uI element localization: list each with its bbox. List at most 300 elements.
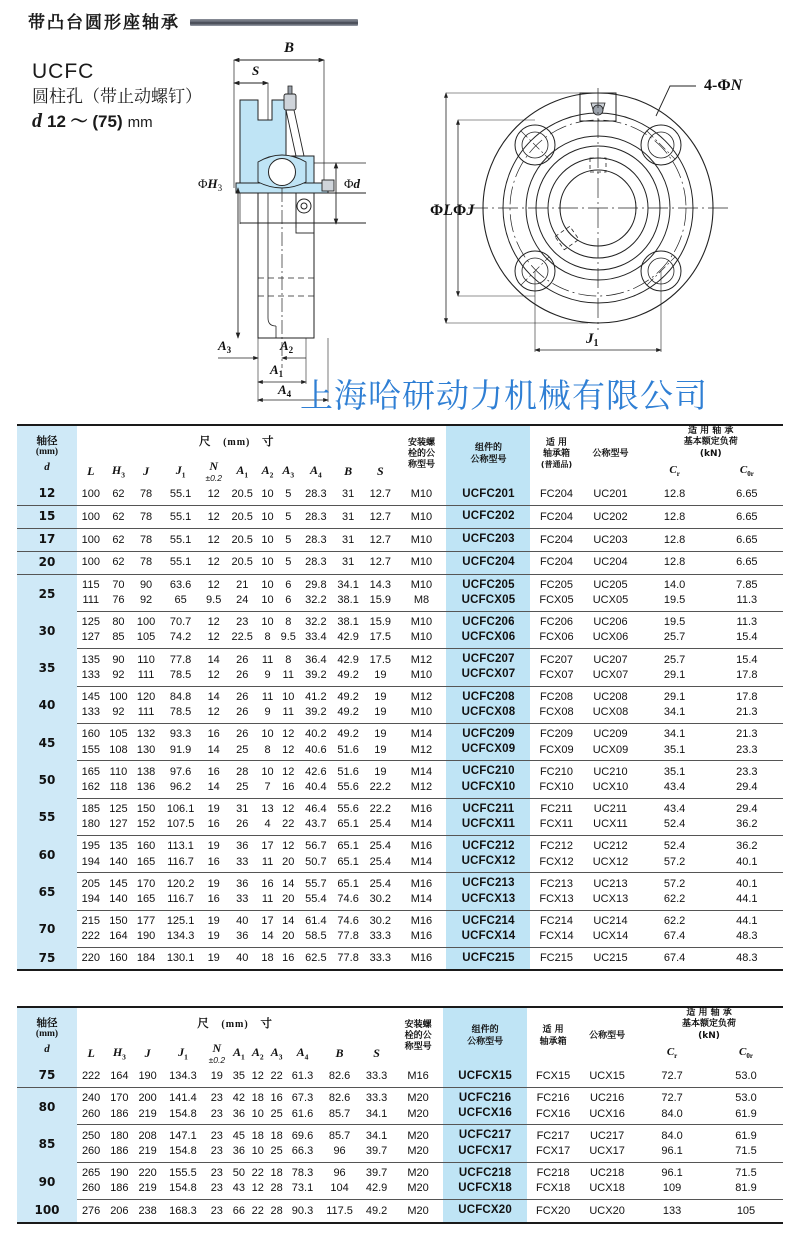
cell-load-cr: 43.4	[663, 803, 686, 816]
cell-assembly-model: UCFC204	[446, 551, 530, 574]
cell-bearing-model: UC204	[582, 551, 638, 574]
table-row	[17, 667, 783, 686]
cell-dimension: 16	[282, 952, 295, 965]
cell-dimension: 10	[248, 1144, 267, 1163]
cell-dimension: 20	[277, 854, 300, 873]
cell-dimension: 165	[132, 892, 160, 911]
cell-load-cr: 19.5	[663, 616, 686, 629]
cell-dimension: 35	[230, 1065, 249, 1087]
cell-bolt-size: M10	[410, 578, 433, 591]
cell-dimension: 194	[77, 854, 105, 873]
cell-dimension: 105	[109, 728, 128, 741]
cell-dimension: 40	[236, 915, 249, 928]
cell-dimension: 12	[201, 630, 226, 649]
cell-dimension: 4	[258, 817, 276, 836]
cell-dimension: 12	[282, 765, 295, 778]
cell-dimension: 30.2	[364, 892, 396, 911]
cell-assembly-model: UCFCX10	[446, 780, 530, 799]
cell-dimension: 36	[236, 877, 249, 890]
cell-bearing-model: UCX18	[579, 1181, 635, 1200]
cell-housing-model: FCX08	[530, 705, 582, 724]
cell-dimension: 91.9	[160, 742, 201, 761]
table-row	[17, 506, 783, 529]
cell-dimension: 9.5	[277, 630, 300, 649]
cell-dimension: 50	[232, 1167, 246, 1180]
table-row	[17, 1125, 783, 1144]
table-row	[17, 780, 783, 799]
cell-dimension: 26	[236, 728, 249, 741]
cell-dimension: 92	[132, 593, 160, 612]
cell-dimension: 116.7	[160, 892, 201, 911]
cell-load-cor: 7.85	[736, 578, 758, 591]
cell-housing-model: FC218	[536, 1167, 570, 1180]
cell-dimension: 10	[258, 593, 276, 612]
cell-assembly-model: UCFC205	[446, 574, 530, 593]
th2-bearing-model: 公称型号	[589, 1031, 626, 1042]
cell-dimension: 12.7	[364, 483, 396, 505]
cell-shaft-diameter: 75	[17, 948, 77, 971]
th2-dim-J: J	[144, 1045, 151, 1060]
cell-dimension: 14	[201, 780, 226, 799]
cell-dimension: 77.8	[169, 653, 192, 666]
cell-dimension: 66.3	[286, 1144, 319, 1163]
cell-dimension: 33.4	[300, 630, 332, 649]
cell-dimension: 84.8	[169, 690, 192, 703]
cell-dimension: 132	[136, 728, 156, 741]
cell-dimension: 15.9	[369, 616, 392, 629]
cell-dimension: 190	[132, 929, 160, 948]
cell-load-cr: 25.7	[663, 653, 686, 666]
cell-load-cor: 105	[736, 1204, 756, 1217]
cell-load-cr: 35.1	[663, 765, 686, 778]
cell-dimension: 25	[267, 1144, 286, 1163]
cell-dimension: 65.1	[332, 817, 364, 836]
cell-dimension: 22	[267, 1065, 286, 1087]
cell-dimension: 13	[261, 803, 274, 816]
cell-shaft-diameter: 15	[17, 506, 77, 529]
cell-bearing-model: UCX14	[582, 929, 638, 948]
cell-dimension: 78.5	[160, 705, 201, 724]
cell-dimension: 186	[105, 1144, 133, 1163]
cell-dimension: 18	[251, 1092, 264, 1105]
table-row	[17, 948, 783, 971]
cell-dimension: 49.2	[365, 1204, 388, 1217]
cell-dimension: 12	[201, 483, 226, 505]
cell-housing-model: FC209	[539, 728, 573, 741]
cell-load-cor: 6.65	[711, 506, 783, 529]
table-row	[17, 1162, 783, 1181]
cell-dimension: 120.2	[166, 877, 195, 890]
cell-dimension: 219	[134, 1181, 162, 1200]
cell-dimension: 108	[105, 742, 133, 761]
cell-dimension: 12.7	[364, 528, 396, 551]
cell-dimension: 250	[81, 1129, 101, 1142]
cell-dimension: 8	[285, 616, 292, 629]
cell-dimension: 34.1	[360, 1106, 393, 1125]
cell-bearing-model: UCX13	[582, 892, 638, 911]
th2-dimensions-group: 尺 (mm) 寸	[197, 1018, 273, 1031]
cell-shaft-diameter: 25	[17, 574, 77, 611]
cell-shaft-diameter: 65	[17, 873, 77, 910]
th2-housing-model: 适 用 轴承箱	[539, 1025, 567, 1047]
th2-load-cr: $C_r$	[666, 1046, 678, 1061]
cell-dimension: 134.3	[160, 929, 201, 948]
cell-dimension: 50.7	[300, 854, 332, 873]
cell-dimension: 219	[134, 1144, 162, 1163]
table-row	[17, 1181, 783, 1200]
cell-dimension: 238	[138, 1204, 157, 1217]
cell-assembly-model: UCFCX15	[443, 1065, 527, 1087]
cell-bolt-size: M16	[410, 840, 433, 853]
cell-dimension: 16	[207, 728, 220, 741]
cell-load-cr: 67.4	[663, 952, 686, 965]
th-bolt-size: 安装螺 栓的公 称型号	[407, 437, 435, 471]
page-header	[28, 8, 358, 33]
cell-dimension: 185	[81, 803, 100, 816]
cell-dimension: 19	[364, 705, 396, 724]
th2-dim-A1: $A_1$	[233, 1044, 245, 1061]
cell-load-cr: 43.4	[638, 780, 710, 799]
cell-load-cr: 57.2	[638, 854, 710, 873]
cell-assembly-model: UCFC210	[446, 761, 530, 780]
cell-dimension: 21	[236, 578, 249, 591]
cell-housing-model: FCX10	[530, 780, 582, 799]
cell-dimension: 222	[77, 1065, 105, 1087]
cell-dimension: 55.7	[305, 877, 327, 890]
th-dim-L: L	[87, 463, 95, 478]
cell-dimension: 55.1	[160, 483, 201, 505]
cell-bolt-size: M16	[396, 929, 446, 948]
cell-dimension: 40	[236, 952, 249, 965]
th-dim-N: N ±0.2	[205, 458, 222, 483]
cell-load-cor: 17.8	[711, 667, 783, 686]
cell-dimension: 12	[248, 1181, 267, 1200]
cell-load-cor: 11.3	[736, 616, 758, 629]
cell-dimension: 12	[201, 506, 226, 529]
cell-dimension: 165	[81, 765, 100, 778]
cell-dimension: 78.3	[291, 1167, 314, 1180]
cell-load-cor: 15.4	[736, 653, 758, 666]
cell-dimension: 73.1	[286, 1181, 319, 1200]
cell-assembly-model: UCFC211	[446, 798, 530, 817]
cell-dimension: 43.7	[300, 817, 332, 836]
series-label: UCFC	[32, 60, 95, 83]
spec-table-2-head	[17, 1007, 783, 1065]
cell-dimension: 10	[261, 578, 274, 591]
cell-load-cor: 44.1	[736, 915, 758, 928]
cell-dimension: 32.2	[300, 593, 332, 612]
cell-assembly-model: UCFCX11	[446, 817, 530, 836]
table-row	[17, 798, 783, 817]
cell-dimension: 140	[105, 854, 133, 873]
cell-housing-model: FC215	[539, 952, 573, 965]
bore-range-unit: mm	[127, 114, 153, 132]
cell-load-cr: 62.2	[638, 892, 710, 911]
cell-bearing-model: UC205	[593, 578, 628, 591]
cell-shaft-diameter: 50	[17, 761, 77, 798]
cell-dimension: 111	[132, 705, 160, 724]
cell-load-cor: 81.9	[709, 1181, 783, 1200]
th2-dim-A4: $A_4$	[296, 1044, 309, 1061]
cell-dimension: 18	[270, 1167, 283, 1180]
cell-dimension: 12	[201, 705, 226, 724]
cell-assembly-model: UCFCX08	[446, 705, 530, 724]
cell-load-cr: 133	[662, 1204, 682, 1217]
cell-dimension: 100	[109, 690, 128, 703]
cell-dimension: 186	[105, 1181, 133, 1200]
table-row	[17, 483, 783, 505]
cell-dimension: 14	[201, 742, 226, 761]
cell-dimension: 90.3	[291, 1204, 314, 1217]
cell-load-cor: 53.0	[709, 1065, 783, 1087]
cell-dimension: 135	[109, 840, 128, 853]
cell-dimension: 62	[105, 483, 133, 505]
cell-dimension: 10	[248, 1106, 267, 1125]
th2-shaft-diameter: 轴径 (mm) d	[17, 1007, 77, 1065]
cell-bearing-model: UCX15	[579, 1065, 635, 1087]
cell-dimension: 74.6	[337, 915, 359, 928]
cell-load-cr: 57.2	[663, 877, 686, 890]
cell-dimension: 26	[236, 653, 249, 666]
cell-dimension: 96	[319, 1144, 360, 1163]
cell-bolt-size: M8	[396, 593, 446, 612]
cell-dimension: 194	[77, 892, 105, 911]
cell-dimension: 96	[333, 1167, 346, 1180]
cell-housing-model: FC213	[539, 877, 573, 890]
cell-dimension: 63.6	[169, 578, 192, 591]
cell-dimension: 74.6	[332, 892, 364, 911]
cell-dimension: 33.3	[360, 1065, 393, 1087]
cell-load-cr: 19.5	[638, 593, 710, 612]
cell-shaft-diameter: 85	[17, 1125, 77, 1162]
table-row	[17, 742, 783, 761]
d-symbol: d	[32, 110, 42, 133]
cell-bearing-model: UC216	[589, 1092, 625, 1105]
cell-dimension: 19	[207, 877, 220, 890]
cell-dimension: 23	[210, 1204, 223, 1217]
cell-dimension: 12	[282, 728, 295, 741]
cell-shaft-diameter: 75	[17, 1065, 77, 1087]
cell-load-cr: 29.1	[663, 690, 686, 703]
cell-housing-model: FC206	[539, 616, 573, 629]
th-dim-A3: $A_3$	[282, 462, 295, 479]
svg-text:A4: $A_4$	[278, 382, 292, 399]
cell-bolt-size: M10	[396, 630, 446, 649]
table-row	[17, 686, 783, 705]
cell-load-cr: 14.0	[663, 578, 686, 591]
cell-dimension: 200	[138, 1092, 157, 1105]
cell-dimension: 31	[236, 803, 249, 816]
th-load-cor: $C_{0r}$	[739, 464, 754, 479]
cell-dimension: 260	[77, 1181, 105, 1200]
cell-bolt-size: M10	[396, 551, 446, 574]
cell-dimension: 33.3	[365, 1092, 388, 1105]
cell-dimension: 85.7	[328, 1129, 351, 1142]
spec-table-1-container	[17, 424, 783, 971]
cell-dimension: 205	[81, 877, 100, 890]
cell-dimension: 65.1	[337, 877, 359, 890]
cell-dimension: 40.4	[300, 780, 332, 799]
cell-dimension: 80	[112, 616, 125, 629]
cell-dimension: 28.3	[300, 483, 332, 505]
cell-dimension: 49.2	[332, 667, 364, 686]
th2-load-rating: 适 用 轴 承 基本额定负荷 (kN)	[682, 1008, 737, 1041]
cell-dimension: 49.2	[337, 728, 359, 741]
cell-assembly-model: UCFCX06	[446, 630, 530, 649]
cell-dimension: 58.5	[300, 929, 332, 948]
svg-text:ΦLΦJ: ΦLΦJ	[430, 202, 475, 219]
cell-dimension: 92	[105, 667, 133, 686]
cell-load-cr: 52.4	[663, 840, 686, 853]
cell-dimension: 33	[226, 854, 258, 873]
th2-dim-J1: $J_1$	[178, 1044, 188, 1061]
cell-dimension: 8	[285, 653, 292, 666]
cell-dimension: 69.6	[291, 1129, 314, 1142]
cell-dimension: 113.1	[167, 840, 194, 853]
cell-dimension: 155.5	[169, 1167, 197, 1180]
cell-dimension: 28.3	[300, 551, 332, 574]
cell-dimension: 100	[136, 616, 156, 629]
cell-dimension: 160	[136, 840, 156, 853]
cell-dimension: 147.1	[169, 1129, 197, 1142]
cell-load-cor: 23.3	[711, 742, 783, 761]
cell-load-cr: 34.1	[663, 728, 686, 741]
cell-dimension: 78	[132, 506, 160, 529]
cell-shaft-diameter: 60	[17, 836, 77, 873]
table-row	[17, 705, 783, 724]
cell-dimension: 10	[261, 728, 274, 741]
cell-bearing-model: UC213	[593, 877, 628, 890]
cell-dimension: 12	[201, 667, 226, 686]
cell-dimension: 65.1	[337, 840, 359, 853]
cell-bolt-size: M14	[396, 817, 446, 836]
cell-housing-model: FC204	[530, 483, 582, 505]
cell-assembly-model: UCFC214	[446, 910, 530, 929]
cell-dimension: 150	[109, 915, 128, 928]
cell-bearing-model: UC218	[589, 1167, 625, 1180]
cell-dimension: 23	[210, 1167, 223, 1180]
cell-dimension: 62	[105, 551, 133, 574]
cell-dimension: 28	[270, 1204, 283, 1217]
cell-dimension: 17	[261, 915, 274, 928]
cell-dimension: 260	[77, 1106, 105, 1125]
front-view-drawing	[408, 58, 788, 363]
cell-dimension: 56.7	[305, 840, 327, 853]
cell-shaft-diameter: 55	[17, 798, 77, 835]
cell-dimension: 38.1	[332, 593, 364, 612]
cell-shaft-diameter: 90	[17, 1162, 77, 1199]
cell-dimension: 40.6	[300, 742, 332, 761]
bore-range-label	[32, 108, 202, 134]
table-row	[17, 1200, 783, 1223]
cell-dimension: 14	[282, 915, 295, 928]
cell-dimension: 162	[77, 780, 105, 799]
cell-dimension: 118	[105, 780, 133, 799]
cell-dimension: 22.2	[369, 803, 392, 816]
cell-dimension: 17.5	[364, 630, 396, 649]
cell-bearing-model: UC212	[593, 840, 628, 853]
cell-load-cr: 12.8	[638, 528, 710, 551]
cell-bearing-model: UC215	[593, 952, 628, 965]
cell-dimension: 19	[207, 952, 220, 965]
cell-housing-model: FCX16	[527, 1106, 579, 1125]
cell-dimension: 66	[232, 1204, 246, 1217]
cell-dimension: 11	[261, 690, 274, 703]
cell-dimension: 76	[105, 593, 133, 612]
table-row	[17, 630, 783, 649]
cell-bearing-model: UCX17	[579, 1144, 635, 1163]
svg-text:Φd: Φd	[344, 176, 361, 191]
cell-housing-model: FCX09	[530, 742, 582, 761]
th-load-cr: $C_r$	[669, 464, 680, 479]
cell-dimension: 39.7	[365, 1167, 388, 1180]
cell-load-cor: 48.3	[711, 929, 783, 948]
cell-bolt-size: M14	[396, 892, 446, 911]
cell-dimension: 22	[251, 1167, 264, 1180]
cell-dimension: 61.4	[305, 915, 327, 928]
cell-dimension: 55.4	[300, 892, 332, 911]
cell-bearing-model: UC217	[589, 1129, 625, 1142]
cell-dimension: 31	[332, 528, 364, 551]
cell-dimension: 26	[226, 667, 258, 686]
spec-block	[32, 58, 202, 135]
th-bearing-model: 公称型号	[592, 449, 629, 460]
cell-bolt-size: M12	[410, 653, 433, 666]
th2-dim-A2: $A_2$	[251, 1044, 264, 1061]
cell-dimension: 206	[110, 1204, 129, 1217]
th-dim-S: S	[377, 463, 384, 478]
cell-assembly-model: UCFCX14	[446, 929, 530, 948]
th2-assembly-model: 组件的 公称型号	[443, 1007, 527, 1065]
cell-dimension: 34.1	[365, 1129, 388, 1142]
cell-dimension: 25.4	[369, 840, 392, 853]
cell-shaft-diameter: 45	[17, 724, 77, 761]
cell-dimension: 222	[77, 929, 105, 948]
cell-dimension: 164	[105, 929, 133, 948]
cell-load-cr: 12.8	[638, 551, 710, 574]
cell-dimension: 23	[204, 1106, 229, 1125]
th2-dim-N: N ±0.2	[208, 1040, 226, 1065]
cell-load-cor: 21.3	[736, 728, 758, 741]
cell-bolt-size: M10	[396, 483, 446, 505]
cell-shaft-diameter: 80	[17, 1088, 77, 1125]
cell-assembly-model: UCFCX09	[446, 742, 530, 761]
cell-dimension: 51.6	[332, 742, 364, 761]
cell-load-cor: 71.5	[709, 1144, 783, 1163]
cell-dimension: 110	[109, 765, 128, 778]
cell-dimension: 5	[277, 483, 300, 505]
cell-assembly-model: UCFC202	[446, 506, 530, 529]
cell-dimension: 164	[105, 1065, 133, 1087]
cell-dimension: 240	[81, 1092, 101, 1105]
cell-dimension: 39.2	[300, 667, 332, 686]
table-row	[17, 836, 783, 855]
cell-bearing-model: UC203	[582, 528, 638, 551]
cell-housing-model: FCX13	[530, 892, 582, 911]
cell-housing-model: FCX18	[527, 1181, 579, 1200]
cell-dimension: 9	[258, 705, 276, 724]
cell-dimension: 10	[258, 528, 276, 551]
cell-dimension: 10	[261, 616, 274, 629]
company-watermark: 上海哈研动力机械有限公司	[300, 376, 708, 415]
cell-dimension: 78.5	[160, 667, 201, 686]
cell-dimension: 77.8	[337, 952, 359, 965]
cell-shaft-diameter: 30	[17, 611, 77, 648]
cell-dimension: 78	[132, 551, 160, 574]
cell-dimension: 55.1	[160, 551, 201, 574]
cell-dimension: 184	[136, 952, 156, 965]
cell-bearing-model: UCX20	[589, 1204, 625, 1217]
